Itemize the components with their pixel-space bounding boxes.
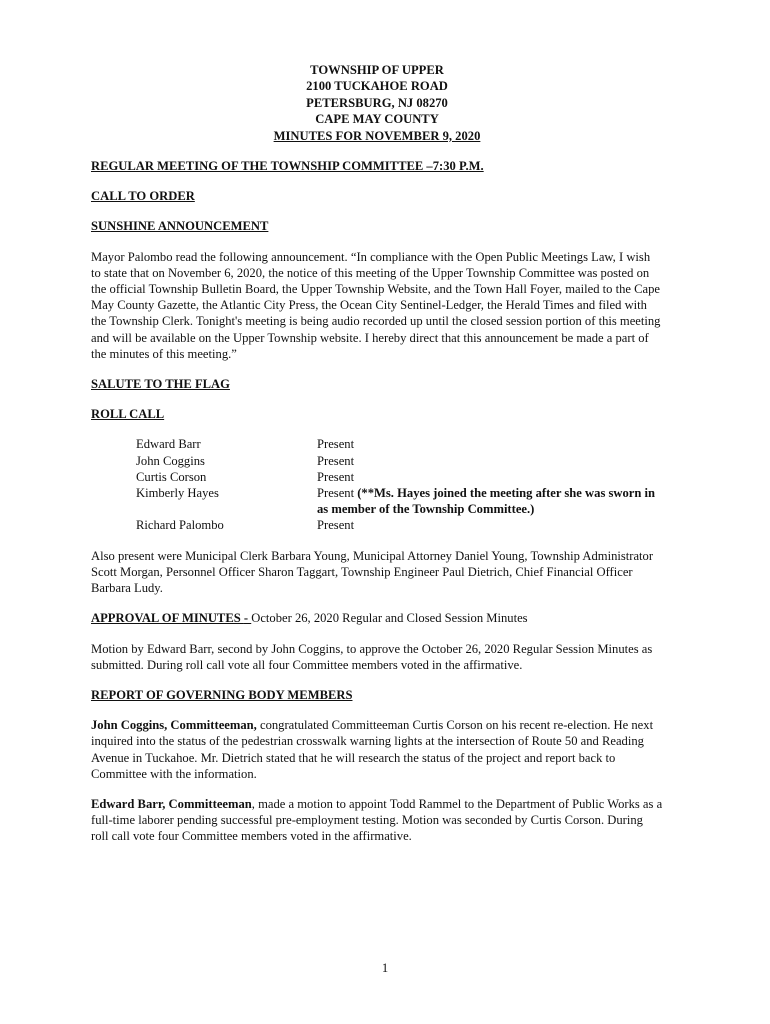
header-township: TOWNSHIP OF UPPER <box>310 63 444 77</box>
member-status: Present <box>317 453 355 468</box>
roll-call-row <box>136 485 663 517</box>
member-status: Present <box>317 486 358 501</box>
member-name: Edward Barr <box>136 437 201 452</box>
report-speaker: Edward Barr, Committeeman <box>91 796 252 811</box>
meeting-title: REGULAR MEETING OF THE TOWNSHIP COMMITTEE –7:30 P.M. <box>91 159 484 174</box>
approval-subject: October 26, 2020 Regular and Closed Session Minutes <box>251 611 528 626</box>
report-item <box>91 796 663 845</box>
report-text: congratulated Committeeman Curtis Corson on his recent re-election. He next inquired into the status of the pedestrian crosswalk warning lights at the intersection of Route 50 and Reading Avenue in Tuckahoe. Mr. Dietrich stated that he will research the status of the project and report back to Committee with the information. <box>91 718 654 781</box>
also-present-paragraph: Also present were Municipal Clerk Barbara Young, Municipal Attorney Daniel Young, Township Administrator Scott Morgan, Personnel Officer Sharon Taggart, Township Engineer Paul Dietrich, Chief Financial Officer Barbara Ludy. <box>91 548 654 596</box>
document-header <box>91 62 663 144</box>
member-status-with-note <box>317 485 663 517</box>
page-number: 1 <box>381 961 389 975</box>
roll-call-row <box>136 453 663 469</box>
sunshine-body: Mayor Palombo read the following announcement. “In compliance with the Open Public Meetings Law, I wish to state that on November 6, 2020, the notice of this meeting of the Upper Township Committee was posted on the official Township Bulletin Board, the Upper Township Website, and the Town Hall Foyer, mailed to the Cape May County Gazette, the Atlantic City Press, the Ocean City Sentinel-Ledger, the Herald Times and filed with the Township Clerk. Tonight's meeting is being audio recorded up until the closed session portion of this meeting and will be available on the Upper Township website. I hereby direct that this announcement be made a part of the minutes of this meeting.” <box>91 249 661 361</box>
document-page <box>91 62 663 845</box>
member-name: John Coggins <box>136 453 205 468</box>
header-minutes-date: MINUTES FOR NOVEMBER 9, 2020 <box>273 128 481 143</box>
report-item <box>91 717 663 782</box>
roll-call-row <box>136 517 663 533</box>
roll-call-row <box>136 436 663 452</box>
header-city: PETERSBURG, NJ 08270 <box>306 95 448 110</box>
header-county: CAPE MAY COUNTY <box>315 112 439 127</box>
approval-body: Motion by Edward Barr, second by John Coggins, to approve the October 26, 2020 Regular Session Minutes as submitted. During roll call vote all four Committee members voted in the affirmative. <box>91 641 653 672</box>
approval-line <box>91 610 663 626</box>
sunshine-heading: SUNSHINE ANNOUNCEMENT <box>91 219 269 234</box>
report-speaker: John Coggins, Committeeman, <box>91 718 257 733</box>
report-heading: REPORT OF GOVERNING BODY MEMBERS <box>91 687 353 702</box>
report-text: , made a motion to appoint Todd Rammel to the Department of Public Works as a full-time laborer pending successful pre-employment testing. Motion was seconded by Curtis Corson. During roll call vote four Committee members voted in the affirmative. <box>91 796 663 844</box>
member-status: Present <box>317 518 355 533</box>
approval-heading: APPROVAL OF MINUTES <box>91 611 244 626</box>
member-status: Present <box>317 437 355 452</box>
member-note: (**Ms. Hayes joined the meeting after she was sworn in as member of the Township Committee.) <box>317 486 656 517</box>
salute-heading: SALUTE TO THE FLAG <box>91 377 230 392</box>
roll-call-row <box>136 469 663 485</box>
call-to-order-heading: CALL TO ORDER <box>91 189 195 204</box>
member-name: Richard Palombo <box>136 518 224 533</box>
member-name: Curtis Corson <box>136 469 207 484</box>
member-status: Present <box>317 469 355 484</box>
approval-dash: - <box>243 611 252 626</box>
roll-call-heading: ROLL CALL <box>91 407 165 422</box>
header-address: 2100 TUCKAHOE ROAD <box>306 79 448 94</box>
roll-call-list <box>136 436 663 533</box>
member-name: Kimberly Hayes <box>136 486 219 501</box>
